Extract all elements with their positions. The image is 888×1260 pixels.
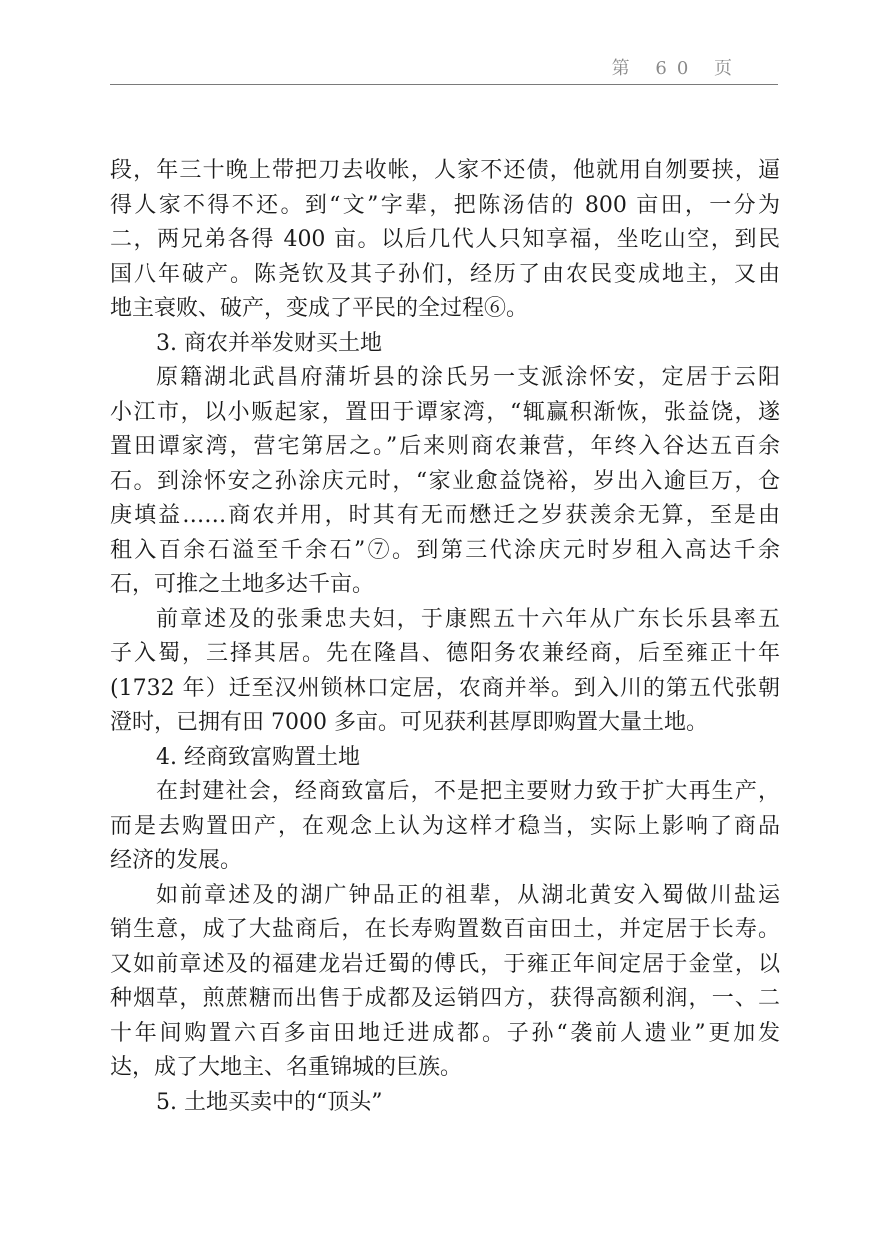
text-line: 而是去购置田产，在观念上认为这样才稳当，实际上影响了商品 [110, 813, 780, 839]
text-line: 段，年三十晚上带把刀去收帐，人家不还债，他就用自刎要挟，逼 [110, 158, 780, 183]
text-line: 庚填益……商农并用，时其有无而懋迁之岁获羡余无算，至是由 [110, 503, 780, 528]
text-line: 置田谭家湾，营宅第居之。”后来则商农兼营，年终入谷达五百余 [110, 434, 780, 459]
text-line: 销生意，成了大盐商后，在长寿购置数百亩田土，并定居于长寿。 [110, 917, 780, 942]
text-line: 又如前章述及的福建龙岩迁蜀的傅氏，于雍正年间定居于金堂，以 [110, 951, 780, 977]
text-line: 国八年破产。陈尧钦及其子孙们，经历了由农民变成地主，又由 [110, 261, 780, 287]
text-line: 地主衰败、破产，变成了平民的全过程⑥。 [110, 296, 529, 321]
text-line: 如前章述及的湖广钟品正的祖辈，从湖北黄安入蜀做川盐运 [156, 882, 780, 908]
text-line: 得人家不得不还。到“文”字辈，把陈汤佶的 800 亩田，一分为 [110, 192, 780, 218]
page-number: 第 60 页 [611, 58, 742, 79]
text-line: 经济的发展。 [110, 848, 243, 873]
section-heading: 4. 经商致富购置土地 [156, 744, 360, 770]
text-line: 石。到涂怀安之孙涂庆元时，“家业愈益饶裕，岁出入逾巨万，仓 [110, 468, 780, 494]
text-line: 二，两兄弟各得 400 亩。以后几代人只知享福，坐吃山空，到民 [110, 227, 780, 252]
text-line: 小江市，以小贩起家，置田于谭家湾，“辄赢积渐恢，张益饶，遂 [110, 399, 780, 425]
page-header [110, 52, 778, 85]
text-line: 子入蜀，三择其居。先在隆昌、德阳务农兼经商，后至雍正十年 [110, 641, 780, 666]
text-line: 前章述及的张秉忠夫妇，于康熙五十六年从广东长乐县率五 [156, 606, 780, 632]
section-heading: 5. 土地买卖中的“顶头” [156, 1089, 383, 1115]
text-line: 达，成了大地主、名重锦城的巨族。 [110, 1055, 463, 1080]
text-line: 租入百余石溢至千余石”⑦。到第三代涂庆元时岁租入高达千余 [110, 537, 780, 563]
text-line: (1732 年）迁至汉州锁林口定居，农商并举。到入川的第五代张朝 [110, 675, 780, 701]
text-line: 种烟草，煎蔗糖而出售于成都及运销四方，获得高额利润，一、二 [110, 986, 780, 1011]
text-line: 石，可推之土地多达千亩。 [110, 572, 375, 597]
section-heading: 3. 商农并举发财买土地 [156, 330, 382, 356]
body-text [110, 154, 780, 1120]
text-line: 十年间购置六百多亩田地迁进成都。子孙“袭前人遗业”更加发 [110, 1020, 780, 1046]
text-line: 在封建社会，经商致富后，不是把主要财力致于扩大再生产， [156, 779, 780, 804]
text-line: 原籍湖北武昌府蒲圻县的涂氏另一支派涂怀安，定居于云阳 [156, 365, 780, 390]
text-line: 澄时，已拥有田 7000 多亩。可见获利甚厚即购置大量土地。 [110, 710, 708, 735]
